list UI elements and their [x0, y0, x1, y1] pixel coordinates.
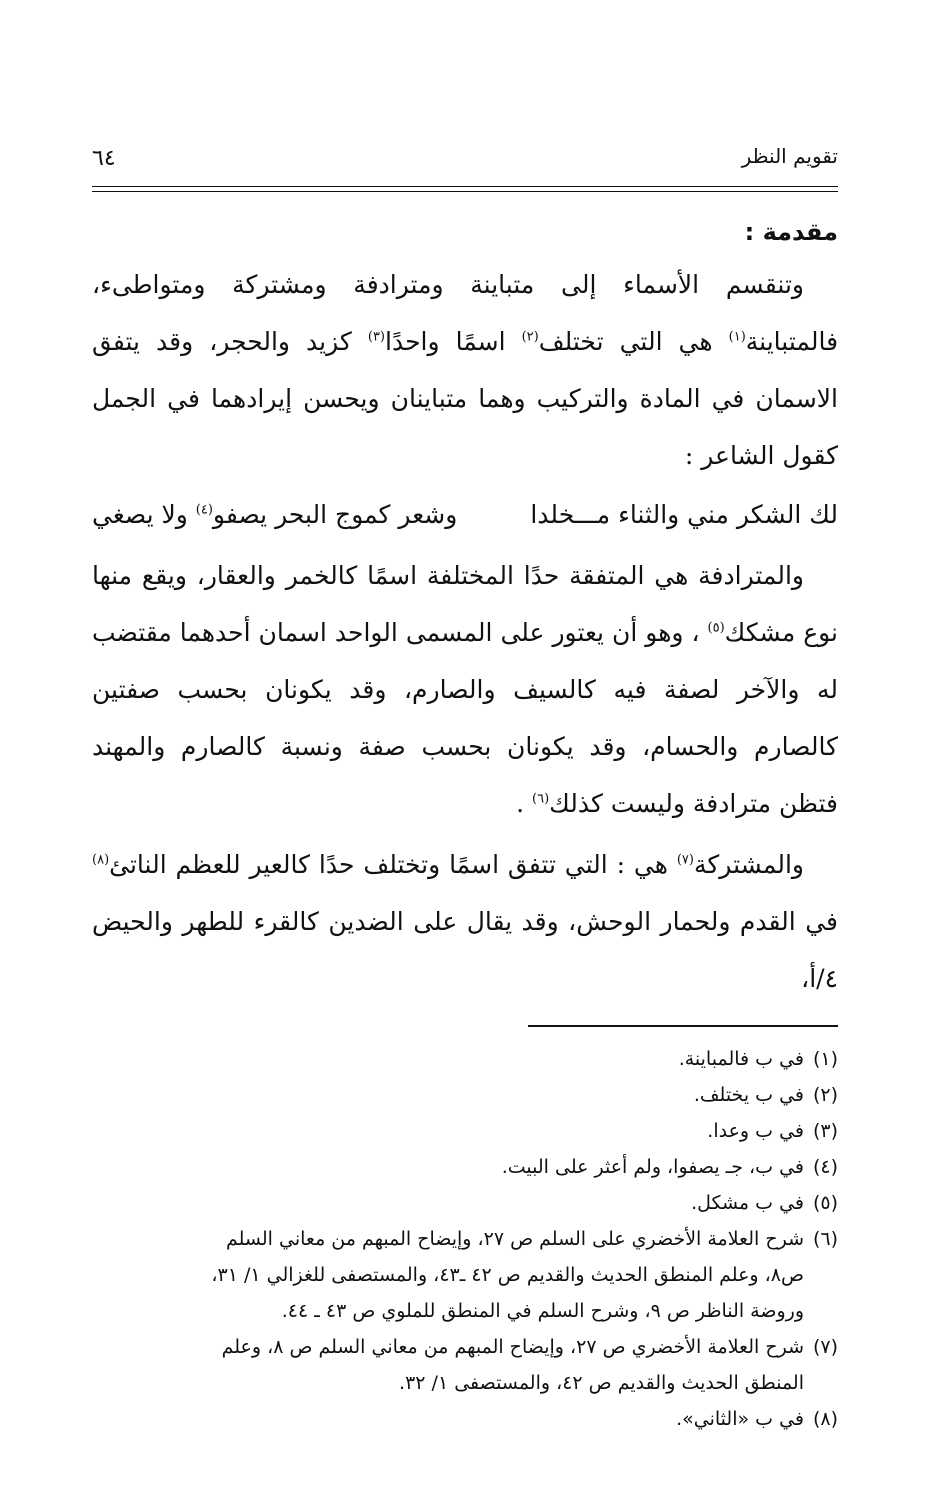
footnote-number: (٤): [812, 1156, 838, 1178]
footnote-text: [92, 1077, 804, 1113]
footnote-line: في ب فالمباينة.: [678, 1048, 804, 1070]
footnote-text: [92, 1329, 804, 1401]
footnote: [92, 1149, 838, 1185]
footnote-ref-6[interactable]: (٦): [532, 791, 550, 807]
page-number: ٦٤: [92, 146, 116, 171]
footnote-number: (١): [812, 1048, 838, 1070]
footnote-ref-5[interactable]: (٥): [707, 620, 725, 636]
paragraph-2: والمترادفة هي المتفقة حدًا المختلفة اسمًا كالخمر والعقار، ويقع منها نوع مشكك$^{(٥)}$ ، وهو أن يعتور على المسمى الواحد اسمان أحدهما مقتضب له والآخر لصفة فيه كالسيف والصارم، وقد يكونان بحسب صفتين كالصارم والحسام، وقد يكونان بحسب صفة ونسبة كالصارم والمهند فتظن مترادفة وليست كذلك$^{(٦)}$ .: [92, 561, 839, 818]
footnote-ref-1[interactable]: (١): [728, 329, 746, 345]
footnote: [92, 1329, 838, 1401]
footnote: [92, 1401, 838, 1437]
footnote-line: في ب وعدا.: [707, 1120, 804, 1142]
footnotes: [92, 1041, 838, 1437]
book-page: [92, 140, 838, 1437]
footnote-line: في ب «الثاني».: [676, 1408, 804, 1430]
footnote-line: شرح العلامة الأخضري ص ٢٧، وإيضاح المبهم من معاني السلم ص ٨، وعلم: [221, 1336, 804, 1358]
footnote-ref-3[interactable]: (٣): [367, 329, 385, 345]
footnote: [92, 1185, 838, 1221]
footnote-line: المنطق الحديث والقديم ص ٤٢، والمستصفى ١/ ٣٢.: [399, 1372, 804, 1394]
footnote-text: [92, 1185, 804, 1221]
running-header: [92, 140, 838, 186]
footnote-number: (٧): [812, 1336, 838, 1358]
footnote-text: [92, 1401, 804, 1437]
footnote-line: في ب مشكل.: [691, 1192, 804, 1214]
footnote-number: (٥): [812, 1192, 838, 1214]
poetry-verse: [92, 486, 838, 543]
footnote-text: [92, 1221, 804, 1329]
footnote-ref-7[interactable]: (٧): [676, 852, 694, 868]
footnote-text: [92, 1149, 804, 1185]
footnote: [92, 1113, 838, 1149]
verse-second-hemistich: وشعر كموج البحر يصفو$^{(٤)}$ ولا يصغي: [92, 500, 458, 529]
header-rule: [92, 186, 838, 187]
footnote-line: في ب يختلف.: [693, 1084, 804, 1106]
running-title: تقويم النظر: [741, 144, 838, 168]
footnote-number: (٣): [812, 1120, 838, 1142]
footnote-ref-4[interactable]: (٤): [195, 502, 213, 518]
footnote-text: [92, 1041, 804, 1077]
footnote: [92, 1041, 838, 1077]
verse-first-hemistich: لك الشكر مني والثناء مـــخلدا: [530, 500, 838, 529]
paragraph-1: وتنقسم الأسماء إلى متباينة ومترادفة ومشتركة ومتواطىء، فالمتباينة$^{(١)}$ هي التي تختلف$^{(٢)}$ اسمًا واحدًا$^{(٣)}$ كزيد والحجر، وقد يتفق الاسمان في المادة والتركيب وهما متباينان ويحسن إيرادهما في الجمل كقول الشاعر :: [92, 270, 839, 470]
footnote-line: في ب، جـ يصفوا، ولم أعثر على البيت.: [501, 1156, 804, 1178]
section-heading: مقدمة :: [744, 218, 838, 246]
footnote-number: (٦): [812, 1228, 838, 1250]
footnote: [92, 1221, 838, 1329]
footnote-text: [92, 1113, 804, 1149]
footnote-separator: [528, 1025, 838, 1027]
header-rule-thin: [92, 191, 838, 192]
footnote-ref-2[interactable]: (٢): [521, 329, 539, 345]
paragraph-3: والمشتركة$^{(٧)}$ هي : التي تتفق اسمًا وتختلف حدًا كالعير للعظم الناتئ$^{(٨)}$ في القدم ولحمار الوحش، وقد يقال على الضدين كالقرء للطهر والحيض ٤/أ،: [92, 850, 838, 993]
footnote: [92, 1077, 838, 1113]
footnote-line: وروضة الناظر ص ٩، وشرح السلم في المنطق للملوي ص ٤٣ ـ ٤٤.: [281, 1300, 804, 1322]
footnote-ref-8[interactable]: (٨): [92, 852, 110, 868]
footnote-number: (٢): [812, 1084, 838, 1106]
footnote-line: ص٨، وعلم المنطق الحديث والقديم ص ٤٢ ـ٤٣، والمستصفى للغزالي ١/ ٣١،: [211, 1264, 804, 1286]
footnote-number: (٨): [812, 1408, 838, 1430]
footnote-line: شرح العلامة الأخضري على السلم ص ٢٧، وإيضاح المبهم من معاني السلم: [226, 1228, 804, 1250]
